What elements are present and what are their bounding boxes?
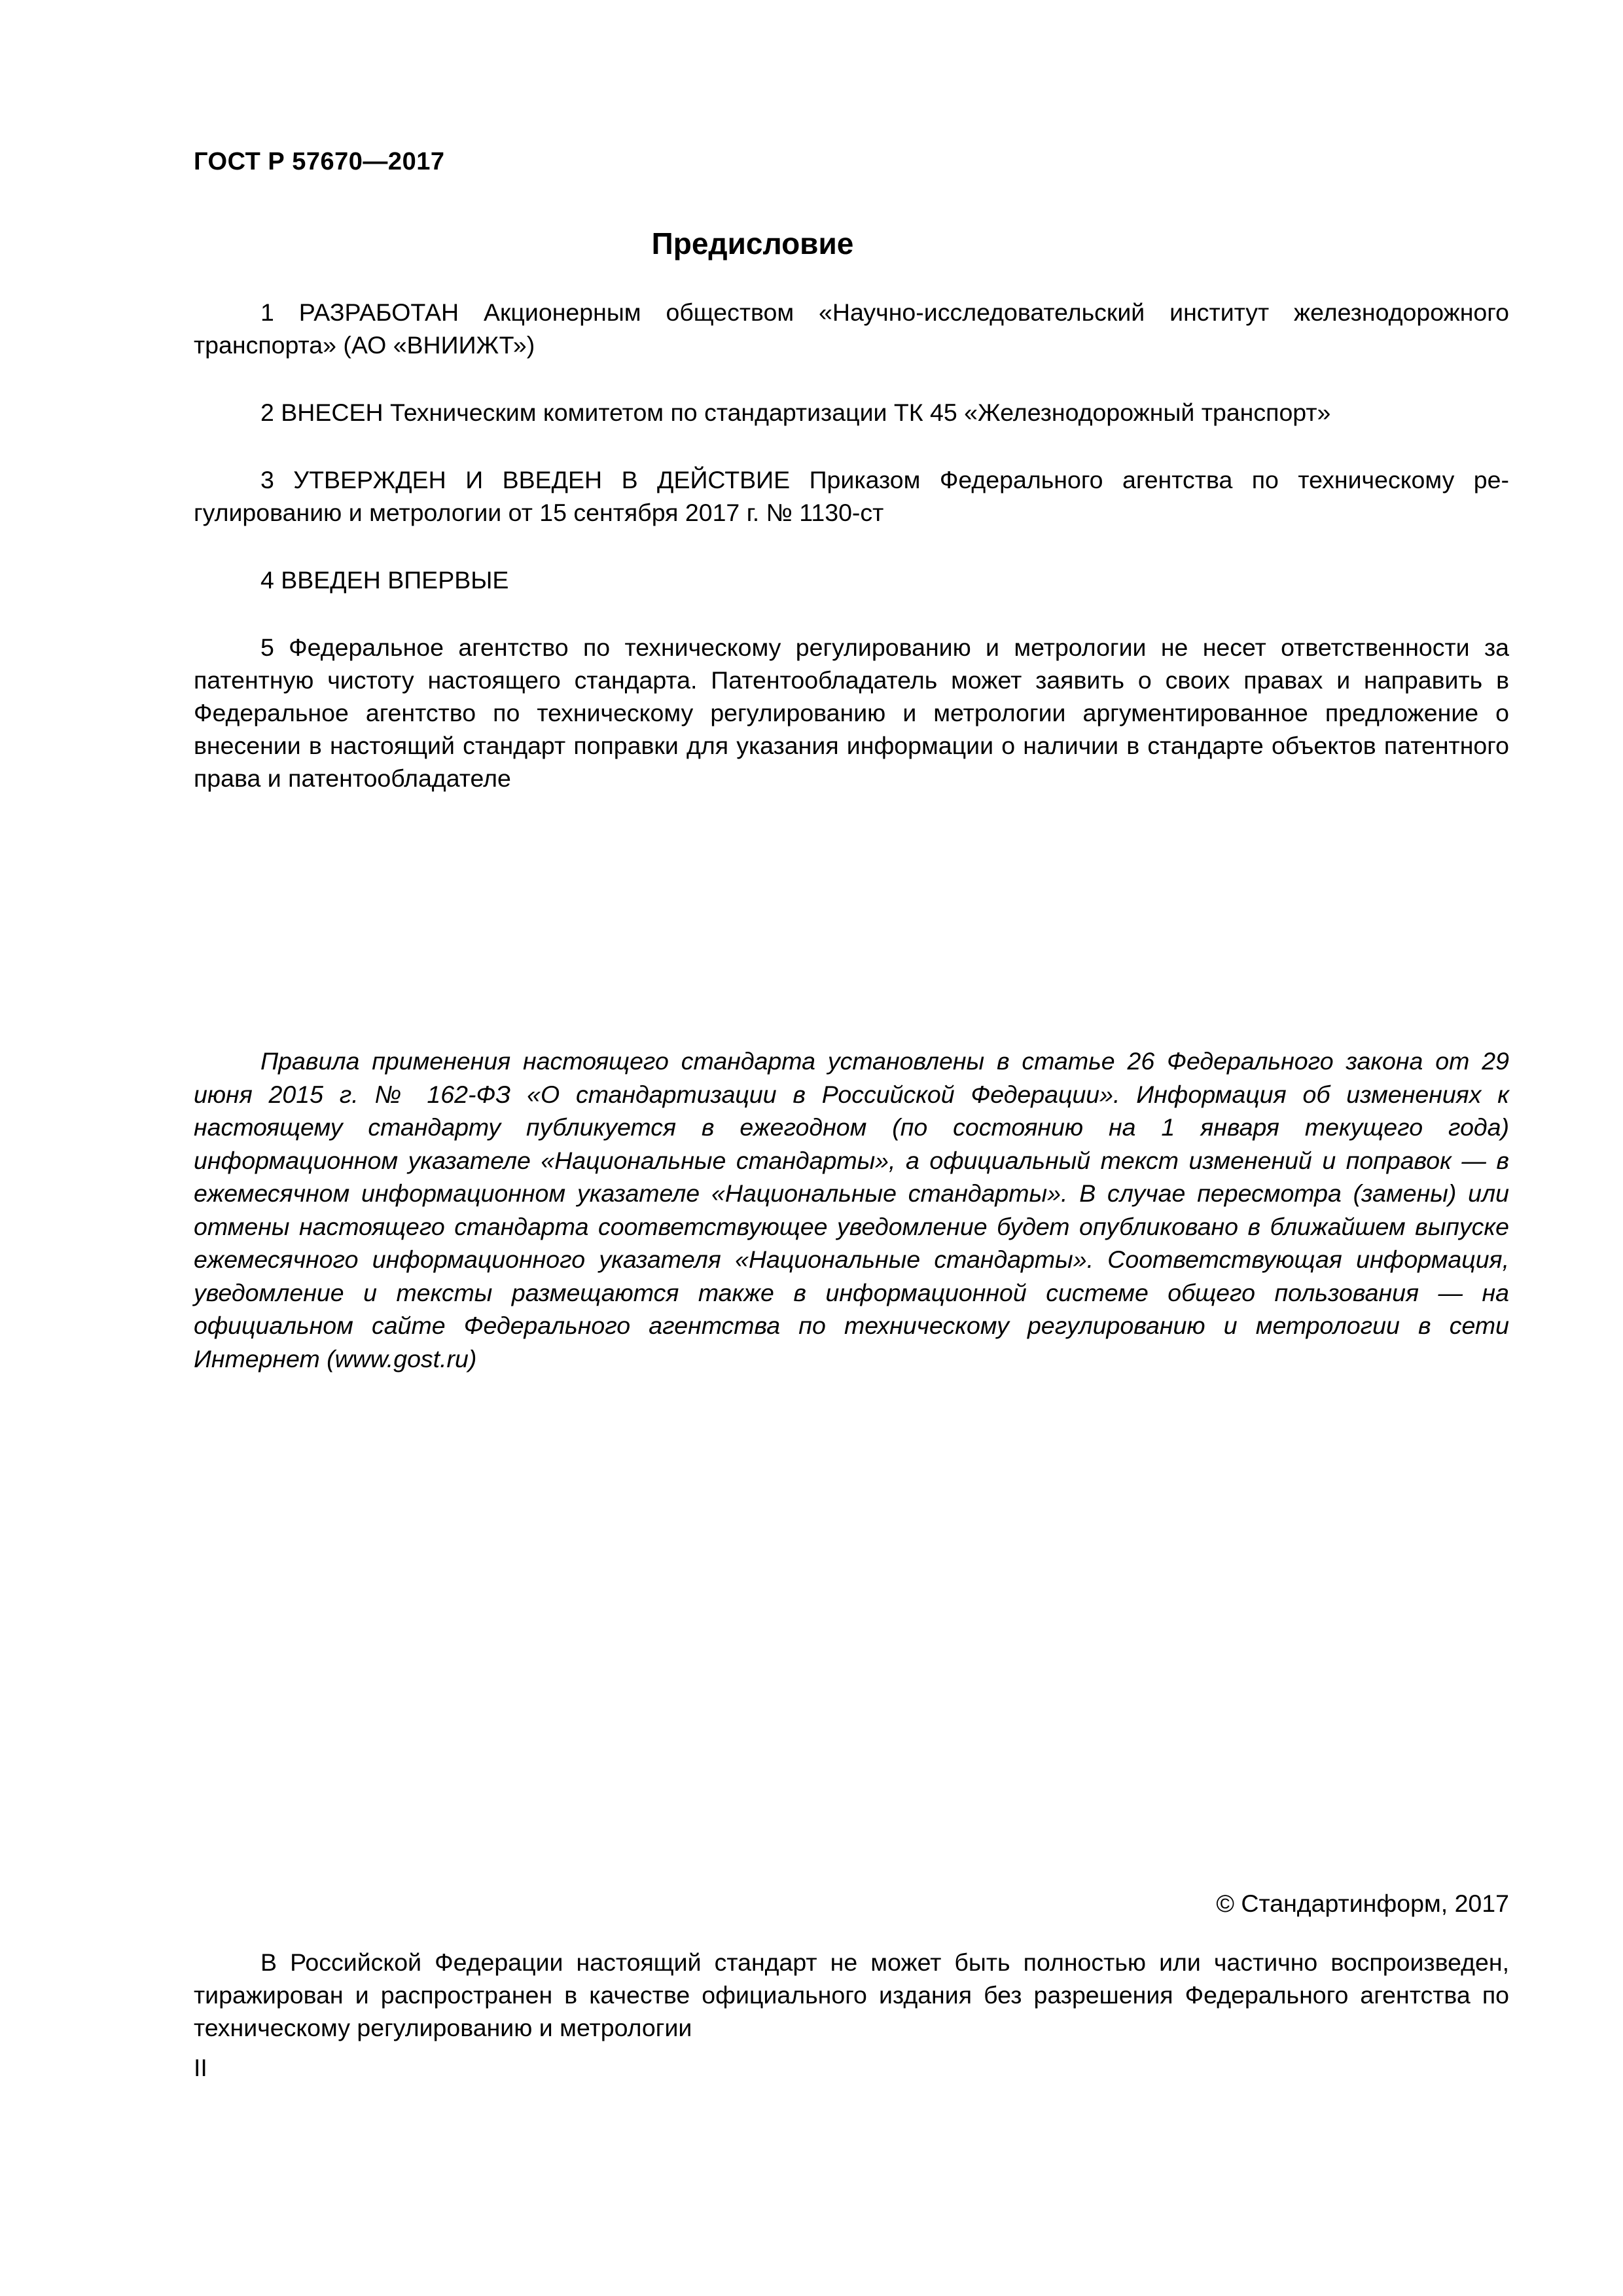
page-title: Предисловие xyxy=(651,226,854,260)
foreword-item-introduced: 2 ВНЕСЕН Техническим комитетом по стандартизации ТК 45 «Железнодорожный транспорт» xyxy=(260,399,1331,426)
foreword-item-patent: 5 Федеральное агентство по техническому регулированию и метрологии не несет ответственности за патентную чистоту настоящего стандарта. Патентообладатель может заявить о своих правах и направить в Федеральное агентство по техническому регулированию и метрологии аргументированное предложение о внесении в настоящий стандарт поправки для указания информации о наличии в стандарте объектов патентного права и патентообладателе xyxy=(194,634,1509,792)
page-number: II xyxy=(194,2054,207,2081)
foreword-item-developed: 1 РАЗРАБОТАН Акционерным обществом «Научно-исследовательский институт железнодорожного транспорта» (АО «ВНИИЖТ») xyxy=(194,298,1509,359)
copyright: © Стандартинформ, 2017 xyxy=(1216,1890,1509,1917)
foreword-items xyxy=(194,296,1509,829)
application-rules-notice: Правила применения настоящего стандарта установлены в статье 26 Федерального закона от 29 июня 2015 г. № 162-ФЗ «О стандартизации в Российской Федерации». Информация об изменениях к настоящему стандарту публикуется в ежегодном (по состоянию на 1 января текущего года) информационном указателе «Национальные стандарты», а официальный текст изменений и поправок — в ежемесячном информационном указателе «Национальные стандарты». В случае пересмотра (замены) или отмены настоящего стандарта соответствующее уведомление будет опубликовано в ближайшем выпуске ежемесячного информационного указателя «Национальные стандарты». Соответствующая информация, уведомление и тексты размещаются также в информационной системе общего пользования — на официальном сайте Федерального агентства по техническому регулированию и метрологии в сети Интернет (www.gost.ru) xyxy=(194,1047,1509,1372)
standard-code: ГОСТ Р 57670—2017 xyxy=(194,148,445,175)
foreword-item-first-time: 4 ВВЕДЕН ВПЕРВЫЕ xyxy=(260,566,509,594)
foreword-item-approved: 3 УТВЕРЖДЕН И ВВЕДЕН В ДЕЙСТВИЕ Приказом Федерального агентства по техническому регулированию и метрологии от 15 сентября 2017 г. № 1130-ст xyxy=(194,466,1509,526)
reproduction-notice: В Российской Федерации настоящий стандарт не может быть полностью или частично воспроизведен, тиражирован и распространен в качестве официального издания без разрешения Федерального агентства по техническому регулированию и метрологии xyxy=(194,1948,1509,2041)
